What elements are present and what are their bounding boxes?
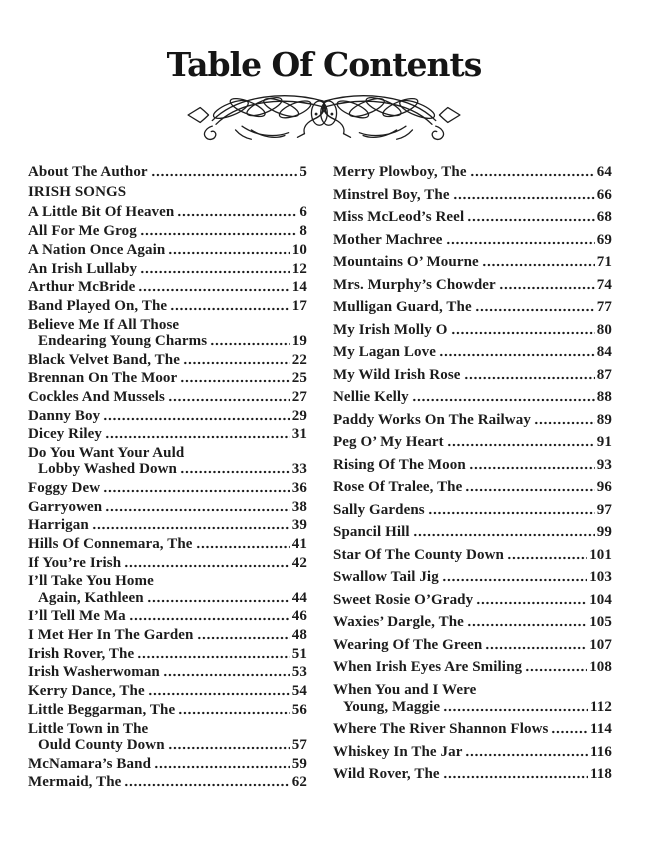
section-heading-irish-songs: IRISH SONGS <box>28 184 127 201</box>
song-title: Nellie Kelly <box>333 389 409 405</box>
page-number: 17 <box>291 297 307 314</box>
page-number: 80 <box>596 321 612 338</box>
page-number: 97 <box>596 501 612 518</box>
page-title: Table Of Contents <box>166 45 482 84</box>
page-number: 69 <box>596 231 612 248</box>
toc-line <box>333 277 612 294</box>
toc-line <box>28 664 307 680</box>
toc-entry <box>333 744 612 761</box>
page-number: 91 <box>596 434 612 450</box>
toc-entry <box>28 721 307 753</box>
song-title: My Lagan Love <box>333 344 436 360</box>
toc-entry <box>333 524 612 541</box>
dot-leader <box>124 564 290 568</box>
toc-entry <box>333 209 612 226</box>
toc-entry <box>28 370 307 386</box>
page-number: 6 <box>299 204 307 221</box>
toc-line <box>28 555 307 571</box>
song-title: Dicey Riley <box>28 426 102 443</box>
page-number: 105 <box>589 614 612 630</box>
page-number: 42 <box>291 554 307 571</box>
song-title: Endearing Young Charms <box>38 332 208 349</box>
page-number: 101 <box>589 546 612 563</box>
dot-leader <box>168 251 289 255</box>
toc-entry <box>28 204 307 220</box>
page-number: 88 <box>596 389 612 405</box>
toc-entry <box>333 434 612 451</box>
toc-line <box>28 683 307 699</box>
song-title: Irish Washerwoman <box>28 664 160 681</box>
song-title: About The Author <box>28 164 148 180</box>
toc-line <box>333 659 612 676</box>
toc-entry <box>28 774 307 790</box>
dot-leader <box>470 173 595 177</box>
page-number: 84 <box>596 344 612 360</box>
dot-leader <box>140 270 290 274</box>
toc-line <box>28 774 307 790</box>
page-number: 31 <box>291 426 307 443</box>
dot-leader <box>105 508 290 512</box>
page-number: 41 <box>291 536 307 553</box>
song-title: Harrigan <box>28 517 89 534</box>
toc-entry <box>28 261 307 277</box>
song-title: Whiskey In The Jar <box>333 743 463 760</box>
song-title: I’ll Tell Me Ma <box>28 608 126 625</box>
song-title: Sweet Rosie O’Grady <box>333 591 474 608</box>
dot-leader <box>446 241 595 245</box>
toc-line <box>333 479 612 496</box>
toc-entry <box>333 479 612 496</box>
dot-leader <box>124 783 289 787</box>
dot-leader <box>534 421 595 425</box>
song-title: Cockles And Mussels <box>28 388 165 405</box>
toc-entry <box>28 242 307 258</box>
page-number: 36 <box>291 479 307 496</box>
page-number: 44 <box>291 589 307 606</box>
toc-line <box>28 461 307 477</box>
song-title: Minstrel Boy, The <box>333 186 450 203</box>
song-title: Arthur McBride <box>28 279 136 296</box>
toc-line <box>333 547 612 564</box>
toc-line <box>28 627 307 643</box>
toc-entry <box>28 702 307 718</box>
page-number: 46 <box>291 608 307 625</box>
song-title: Swallow Tail Jig <box>333 569 439 585</box>
dot-leader <box>447 443 595 447</box>
celtic-knot-birds-ornament <box>0 88 648 144</box>
song-title: Rose Of Tralee, The <box>333 479 463 495</box>
song-title: Irish Rover, The <box>28 645 135 662</box>
song-title-first-line <box>28 573 307 589</box>
song-title: Do You Want Your Auld <box>28 445 185 462</box>
dot-leader <box>180 379 290 383</box>
page-number: 51 <box>291 645 307 662</box>
toc-entry <box>28 756 307 772</box>
song-title: My Irish Molly O <box>333 321 448 338</box>
song-title: Kerry Dance, The <box>28 683 145 700</box>
dot-leader <box>465 753 588 757</box>
dot-leader <box>103 489 290 493</box>
page-number: 96 <box>596 479 612 495</box>
song-title: Wild Rover, The <box>333 766 440 782</box>
song-title: A Nation Once Again <box>28 241 166 258</box>
song-title: All For Me Grog <box>28 223 137 240</box>
song-title: Peg O’ My Heart <box>333 434 444 450</box>
toc-entry <box>28 573 307 605</box>
toc-line <box>28 702 307 718</box>
dot-leader <box>170 307 290 311</box>
page-number: 68 <box>596 209 612 225</box>
toc-entry <box>333 637 612 654</box>
song-title-first-line <box>28 721 307 737</box>
dot-leader <box>103 417 290 421</box>
dot-leader <box>467 218 595 222</box>
dot-leader <box>469 466 595 470</box>
song-title: Spancil Hill <box>333 524 410 540</box>
page-number: 116 <box>590 743 612 760</box>
page-number: 71 <box>596 254 612 270</box>
page-number: 10 <box>291 241 307 258</box>
toc-column-left <box>28 164 307 793</box>
toc-entry <box>28 445 307 477</box>
toc-entry <box>28 683 307 699</box>
song-title: Rising Of The Moon <box>333 456 466 473</box>
toc-entry <box>28 536 307 552</box>
song-title: Little Town in The <box>28 720 149 737</box>
page-number: 38 <box>291 498 307 515</box>
song-title: Miss McLeod’s Reel <box>333 209 465 225</box>
dot-leader <box>475 308 595 312</box>
toc-line <box>28 164 307 180</box>
toc-entry <box>333 412 612 429</box>
page-number: 112 <box>590 698 612 715</box>
toc-line <box>28 756 307 772</box>
page-number: 53 <box>291 664 307 681</box>
dot-leader <box>453 196 595 200</box>
page-number: 114 <box>590 721 612 737</box>
toc-entry <box>28 164 307 180</box>
song-title: Ould County Down <box>38 736 165 753</box>
dot-leader <box>140 232 298 236</box>
dot-leader <box>485 646 587 650</box>
toc-line <box>333 232 612 249</box>
dot-leader <box>412 398 595 402</box>
page-number: 62 <box>291 774 307 791</box>
page-number: 56 <box>291 701 307 718</box>
toc-line <box>333 209 612 226</box>
page-number: 103 <box>589 569 612 585</box>
toc-line <box>333 524 612 541</box>
song-title: An Irish Lullaby <box>28 260 138 277</box>
page-number: 93 <box>596 456 612 473</box>
song-title: McNamara’s Band <box>28 755 152 772</box>
song-title: Believe Me If All Those <box>28 316 180 333</box>
toc-entry <box>333 502 612 519</box>
page-number: 12 <box>291 260 307 277</box>
dot-leader <box>148 692 290 696</box>
toc-entry <box>333 659 612 676</box>
toc-line <box>28 261 307 277</box>
toc-line <box>28 608 307 624</box>
song-title: I’ll Take You Home <box>28 573 154 590</box>
song-title: Brennan On The Moor <box>28 370 178 387</box>
toc-entry <box>333 682 612 716</box>
dot-leader <box>168 398 290 402</box>
dot-leader <box>196 545 290 549</box>
toc-entry <box>28 298 307 314</box>
toc-entry <box>28 352 307 368</box>
page-number: 48 <box>291 627 307 644</box>
page-number: 77 <box>596 299 612 315</box>
song-title: Band Played On, The <box>28 297 168 314</box>
song-title: Where The River Shannon Flows <box>333 721 549 737</box>
song-title: My Wild Irish Rose <box>333 366 461 383</box>
toc-entry <box>333 299 612 316</box>
toc-line <box>28 536 307 552</box>
toc-entry <box>28 426 307 442</box>
dot-leader <box>177 213 297 217</box>
toc-entry <box>28 389 307 405</box>
dot-leader <box>465 488 594 492</box>
toc-line <box>28 590 307 606</box>
dot-leader <box>443 708 588 712</box>
page-number: 27 <box>291 388 307 405</box>
toc-line <box>28 352 307 368</box>
page-number: 59 <box>291 755 307 772</box>
toc-line <box>333 434 612 451</box>
toc-line <box>28 408 307 424</box>
toc-entry <box>28 517 307 533</box>
page-number: 64 <box>596 164 612 180</box>
toc-entry <box>28 627 307 643</box>
toc-line <box>333 614 612 631</box>
dot-leader <box>428 511 595 515</box>
page-number: 108 <box>589 659 612 675</box>
toc-entry <box>333 277 612 294</box>
dot-leader <box>507 556 587 560</box>
toc-entry <box>333 457 612 474</box>
song-title: When You and I Were <box>333 681 477 698</box>
toc-line <box>28 223 307 239</box>
toc-line <box>333 502 612 519</box>
page-number: 22 <box>291 351 307 368</box>
dot-leader <box>137 655 290 659</box>
page-number: 14 <box>291 279 307 296</box>
song-title: Mulligan Guard, The <box>333 299 472 315</box>
page-number: 89 <box>596 411 612 428</box>
toc-entry <box>333 592 612 609</box>
toc-entry <box>333 721 612 738</box>
page-number: 66 <box>596 186 612 203</box>
toc-line <box>28 646 307 662</box>
song-title: Merry Plowboy, The <box>333 164 467 180</box>
page-number: 74 <box>596 276 612 293</box>
toc-entry <box>333 164 612 181</box>
song-title: I Met Her In The Garden <box>28 627 194 644</box>
dot-leader <box>443 775 588 779</box>
toc-line <box>333 721 612 738</box>
toc-line <box>333 187 612 204</box>
song-title: Hills Of Connemara, The <box>28 536 193 553</box>
dot-leader <box>525 668 587 672</box>
toc-entry <box>333 254 612 271</box>
celtic-knot-svg <box>183 88 465 142</box>
toc-line <box>28 517 307 533</box>
toc-entry <box>28 480 307 496</box>
dot-leader <box>129 617 290 621</box>
dot-leader <box>467 623 587 627</box>
toc-line <box>28 499 307 515</box>
toc-line <box>333 389 612 406</box>
page-number: 39 <box>291 517 307 534</box>
toc-entry <box>333 766 612 783</box>
toc-entry <box>28 646 307 662</box>
dot-leader <box>163 673 290 677</box>
page-number: 104 <box>589 591 612 608</box>
song-title-first-line <box>28 445 307 461</box>
page-number: 87 <box>596 366 612 383</box>
toc-line <box>333 412 612 429</box>
toc-line <box>28 279 307 295</box>
toc-column-right <box>333 164 612 793</box>
toc-entry <box>333 232 612 249</box>
song-title: Mermaid, The <box>28 774 122 791</box>
page-number: 29 <box>291 407 307 424</box>
toc-line <box>28 426 307 442</box>
song-title: When Irish Eyes Are Smiling <box>333 659 523 675</box>
toc-line <box>28 333 307 349</box>
song-title: Foggy Dew <box>28 479 101 496</box>
toc-line <box>28 389 307 405</box>
dot-leader <box>210 342 290 346</box>
song-title: Star Of The County Down <box>333 546 504 563</box>
song-title: Paddy Works On The Railway <box>333 411 531 428</box>
toc-line <box>333 254 612 271</box>
toc-line <box>333 299 612 316</box>
dot-leader <box>151 173 298 177</box>
dot-leader <box>482 263 595 267</box>
dot-leader <box>154 765 290 769</box>
song-title: Danny Boy <box>28 407 101 424</box>
dot-leader <box>476 601 587 605</box>
dot-leader <box>451 331 595 335</box>
toc-entry <box>333 614 612 631</box>
dot-leader <box>197 636 290 640</box>
page-number: 57 <box>291 736 307 753</box>
dot-leader <box>499 286 595 290</box>
toc-entry <box>333 569 612 586</box>
toc-entry <box>28 317 307 349</box>
page-number: 33 <box>291 461 307 478</box>
toc-columns <box>28 164 612 793</box>
toc-entry <box>28 664 307 680</box>
toc-line <box>333 744 612 761</box>
toc-entry <box>28 223 307 239</box>
toc-line <box>28 298 307 314</box>
toc-line <box>333 367 612 384</box>
page-number: 54 <box>291 683 307 700</box>
dot-leader <box>551 730 588 734</box>
song-title: A Little Bit Of Heaven <box>28 204 175 221</box>
page-number: 99 <box>596 524 612 540</box>
song-title-first-line <box>28 317 307 333</box>
song-title: Sally Gardens <box>333 501 425 518</box>
song-title: Black Velvet Band, The <box>28 351 180 368</box>
song-title: Wearing Of The Green <box>333 636 483 653</box>
toc-line <box>28 737 307 753</box>
page-number: 19 <box>291 332 307 349</box>
page-number: 107 <box>589 636 612 653</box>
song-title: Mother Machree <box>333 231 443 248</box>
toc-entry <box>28 499 307 515</box>
dot-leader <box>180 470 290 474</box>
toc-line <box>28 204 307 220</box>
song-title: Lobby Washed Down <box>38 461 177 478</box>
dot-leader <box>464 376 595 380</box>
song-title: Garryowen <box>28 498 103 515</box>
toc-entry <box>333 344 612 361</box>
dot-leader <box>178 711 290 715</box>
toc-line <box>333 569 612 586</box>
song-title: If You’re Irish <box>28 554 122 571</box>
song-title: Young, Maggie <box>343 698 441 715</box>
toc-entry <box>28 279 307 295</box>
toc-entry <box>28 408 307 424</box>
toc-line <box>28 370 307 386</box>
toc-line <box>333 592 612 609</box>
dot-leader <box>92 526 290 530</box>
toc-line <box>333 457 612 474</box>
toc-line <box>333 164 612 181</box>
dot-leader <box>442 578 587 582</box>
toc-entry <box>333 547 612 564</box>
song-title-first-line <box>333 682 612 699</box>
dot-leader <box>168 746 290 750</box>
toc-line <box>333 637 612 654</box>
song-title: Waxies’ Dargle, The <box>333 614 464 630</box>
dot-leader <box>183 361 290 365</box>
toc-line <box>333 344 612 361</box>
page-number: 118 <box>590 766 612 782</box>
page-number: 5 <box>299 164 307 180</box>
toc-entry <box>333 389 612 406</box>
toc-line <box>28 242 307 258</box>
dot-leader <box>138 288 289 292</box>
page-number: 25 <box>291 370 307 387</box>
song-title: Again, Kathleen <box>38 589 144 606</box>
dot-leader <box>105 435 290 439</box>
toc-line <box>333 322 612 339</box>
song-title: Mrs. Murphy’s Chowder <box>333 276 496 293</box>
page-number: 8 <box>299 223 307 240</box>
toc-line <box>333 699 612 716</box>
toc-entry <box>333 367 612 384</box>
toc-line <box>333 766 612 783</box>
dot-leader <box>413 533 595 537</box>
song-title: Little Beggarman, The <box>28 701 176 718</box>
song-title: Mountains O’ Mourne <box>333 254 479 270</box>
toc-line <box>28 480 307 496</box>
toc-entry <box>333 187 612 204</box>
dot-leader <box>147 599 290 603</box>
dot-leader <box>439 353 595 357</box>
toc-entry <box>333 322 612 339</box>
toc-entry <box>28 555 307 571</box>
toc-entry <box>28 608 307 624</box>
